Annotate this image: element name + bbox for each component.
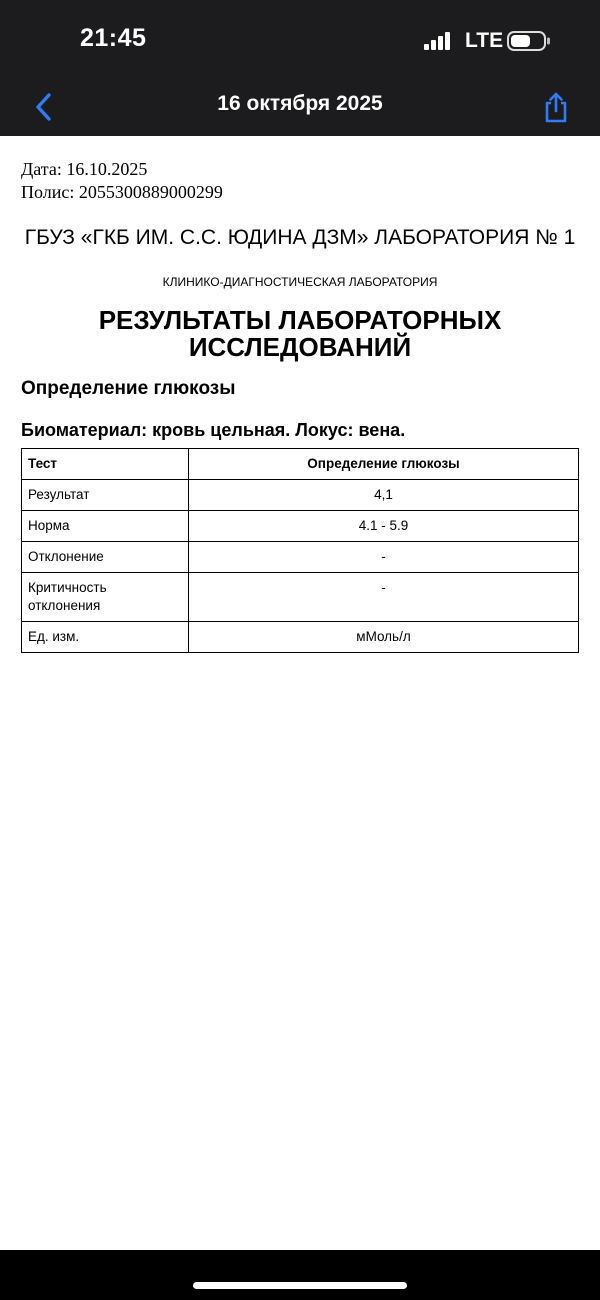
status-bar	[0, 0, 600, 80]
row-label: Критичность отклонения	[22, 573, 189, 622]
results-table	[21, 448, 579, 653]
network-type: LTE	[465, 29, 504, 52]
row-label: Отклонение	[22, 542, 189, 573]
row-label: Ед. изм.	[22, 622, 189, 653]
status-time: 21:45	[80, 24, 147, 52]
home-indicator[interactable]	[193, 1282, 407, 1289]
table-header-row	[22, 449, 579, 480]
table-header-test: Тест	[22, 449, 189, 480]
test-title: Определение глюкозы	[21, 378, 236, 399]
document-title: РЕЗУЛЬТАТЫ ЛАБОРАТОРНЫХ ИССЛЕДОВАНИЙ	[98, 305, 502, 362]
biomaterial-line: Биоматериал: кровь цельная. Локус: вена.	[21, 420, 406, 440]
date-line: Дата: 16.10.2025	[21, 159, 148, 179]
row-label: Норма	[22, 511, 189, 542]
document-page	[0, 136, 600, 1250]
table-row	[22, 480, 579, 511]
share-icon	[542, 91, 570, 123]
row-value: -	[189, 573, 579, 622]
signal-icon	[424, 32, 452, 50]
table-row	[22, 511, 579, 542]
policy-line: Полис: 2055300889000299	[21, 182, 223, 202]
navigation-bar	[0, 80, 600, 136]
row-value: 4,1	[189, 480, 579, 511]
nav-title: 16 октября 2025	[217, 92, 383, 115]
table-row	[22, 573, 579, 622]
battery-icon	[507, 31, 551, 51]
table-row	[22, 622, 579, 653]
organization-name: ГБУЗ «ГКБ ИМ. С.С. ЮДИНА ДЗМ» ЛАБОРАТОРИЯ № 1	[24, 226, 576, 249]
organization-department: КЛИНИКО-ДИАГНОСТИЧЕСКАЯ ЛАБОРАТОРИЯ	[162, 275, 438, 289]
document-meta	[21, 158, 223, 204]
table-header-name: Определение глюкозы	[189, 449, 579, 480]
row-value: 4.1 - 5.9	[189, 511, 579, 542]
row-label: Результат	[22, 480, 189, 511]
share-button[interactable]	[538, 88, 574, 126]
table-row	[22, 542, 579, 573]
row-value: -	[189, 542, 579, 573]
bottom-bar	[0, 1250, 600, 1300]
row-value: мМоль/л	[189, 622, 579, 653]
